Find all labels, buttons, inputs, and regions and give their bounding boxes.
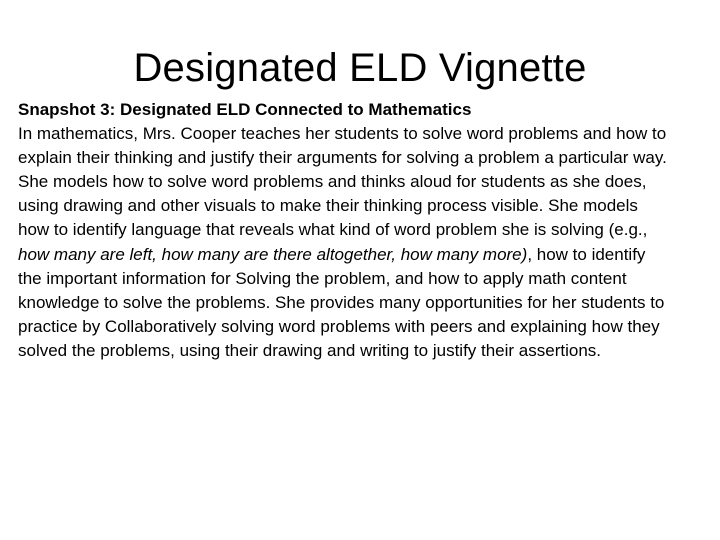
paragraph-text-part-2: , how to identify the important information for Solving the problem, and how to apply math content knowledge to solve the problems. She provides many opportunities for her students to practice by Collaboratively solving word problems with peers and explaining how they solved the problems, using their drawing and writing to justify their assertions. [18,244,665,360]
paragraph-italic-examples: how many are left, how many are there altogether, how many more) [18,244,528,264]
snapshot-heading: Snapshot 3: Designated ELD Connected to Mathematics [18,100,472,119]
body-paragraph [18,122,668,363]
slide-title: Designated ELD Vignette [133,46,587,90]
slide-body [18,98,668,363]
paragraph-text-part-1: In mathematics, Mrs. Cooper teaches her students to solve word problems and how to explain their thinking and justify their arguments for solving a problem a particular way. She models how to solve word problems and thinks aloud for students as she does, using drawing and other visuals to make their thinking process visible. She models how to identify language that reveals what kind of word problem she is solving (e.g., [18,124,667,240]
